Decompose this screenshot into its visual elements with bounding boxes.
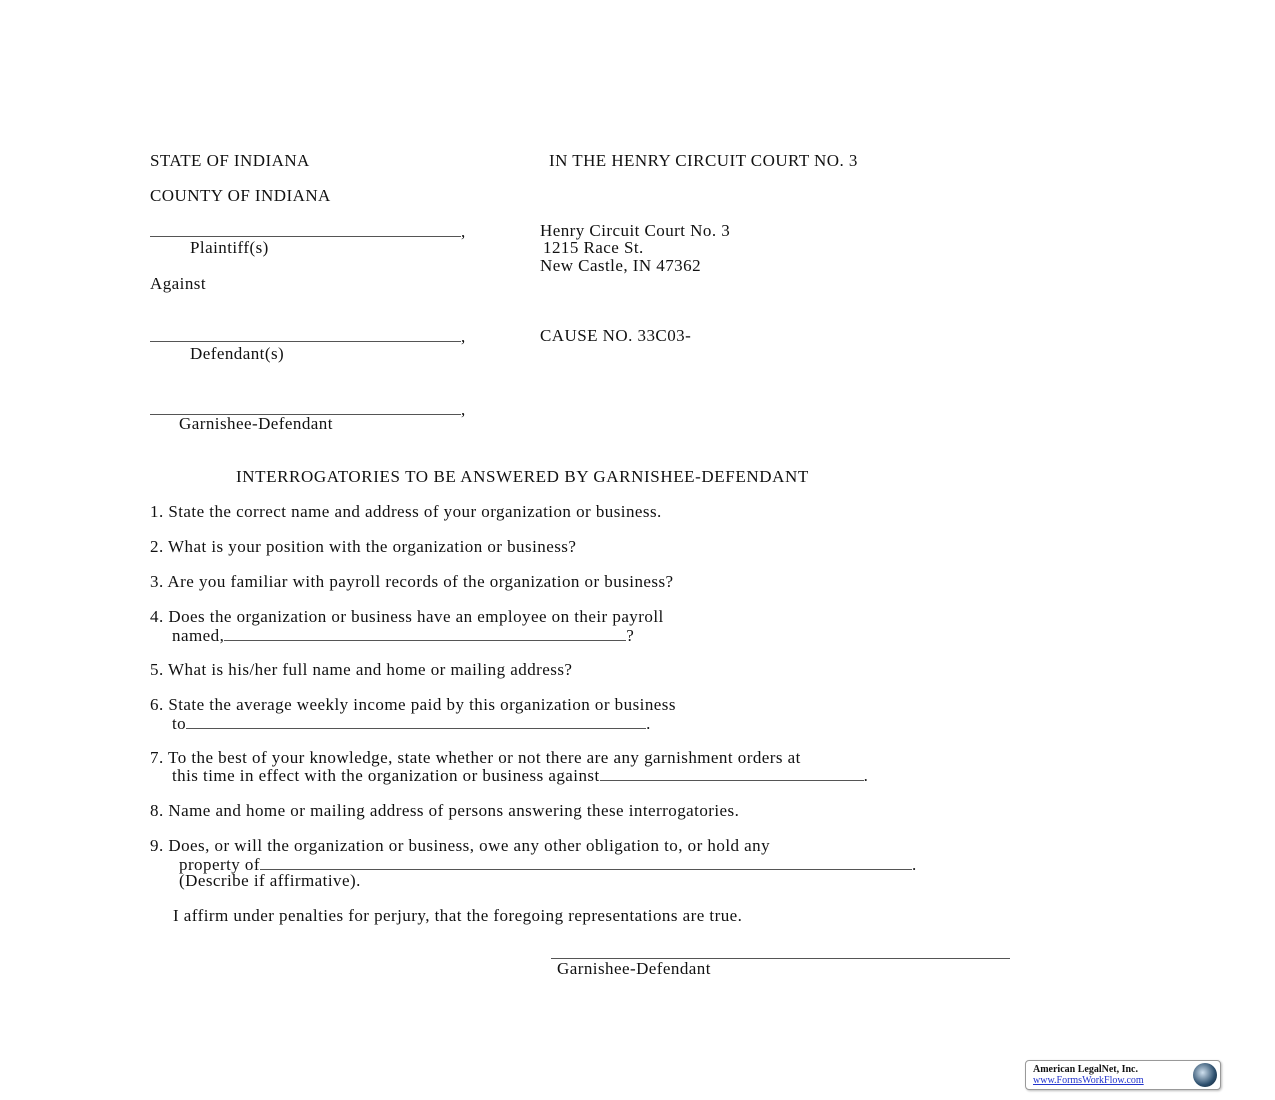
affirmation: I affirm under penalties for perjury, that the foregoing representations are true. [173,906,743,925]
footer-logo[interactable] [1025,1060,1221,1090]
question-3: 3. Are you familiar with payroll records of the organization or business? [150,572,674,591]
question-1: 1. State the correct name and address of your organization or business. [150,502,662,521]
state-heading: STATE OF INDIANA [150,151,310,170]
question-8: 8. Name and home or mailing address of persons answering these interrogatories. [150,801,740,820]
court-address-line-3: New Castle, IN 47362 [540,256,702,275]
comma: , [461,400,466,419]
named-label: named, [172,626,225,645]
question-6-line-2 [172,713,651,734]
globe-icon [1193,1063,1217,1087]
plaintiff-label: Plaintiff(s) [190,238,269,257]
question-7: 7. To the best of your knowledge, state whether or not there are any garnishment orders at [150,748,801,767]
cause-number: CAUSE NO. 33C03- [540,326,692,345]
garnishee-label: Garnishee-Defendant [179,414,333,433]
logo-company: American LegalNet, Inc. [1033,1064,1138,1075]
logo-url[interactable]: www.FormsWorkFlow.com [1033,1075,1144,1086]
q7-text: this time in effect with the organization or business against [172,766,600,785]
question-9-line-3: (Describe if affirmative). [179,871,361,890]
comma: , [461,327,466,346]
question-2: 2. What is your position with the organization or business? [150,537,577,556]
defendant-label: Defendant(s) [190,344,285,363]
against-label: Against [150,274,207,293]
court-heading: IN THE HENRY CIRCUIT COURT NO. 3 [549,151,858,170]
county-heading: COUNTY OF INDIANA [150,186,331,205]
question-mark: ? [626,626,635,645]
to-label: to [172,714,187,733]
signature-label: Garnishee-Defendant [557,959,711,978]
period: . [911,855,917,874]
court-address-line-2: 1215 Race St. [543,238,644,257]
question-4: 4. Does the organization or business have an employee on their payroll [150,607,664,626]
document-title: INTERROGATORIES TO BE ANSWERED BY GARNISHEE-DEFENDANT [236,467,809,486]
question-7-line-2 [172,765,868,786]
against-blank[interactable] [600,765,864,781]
period: . [646,714,651,733]
question-4-line-2 [172,625,634,646]
court-address-line-1: Henry Circuit Court No. 3 [540,221,731,240]
property-of-label: property of [179,855,260,874]
question-5: 5. What is his/her full name and home or mailing address? [150,660,573,679]
comma: , [461,222,466,241]
period: . [863,766,869,785]
employee-name-blank[interactable] [224,625,626,641]
property-blank[interactable] [260,854,912,870]
question-9: 9. Does, or will the organization or business, owe any other obligation to, or hold any [150,836,771,855]
income-recipient-blank[interactable] [186,713,646,729]
question-6: 6. State the average weekly income paid by this organization or business [150,695,676,714]
